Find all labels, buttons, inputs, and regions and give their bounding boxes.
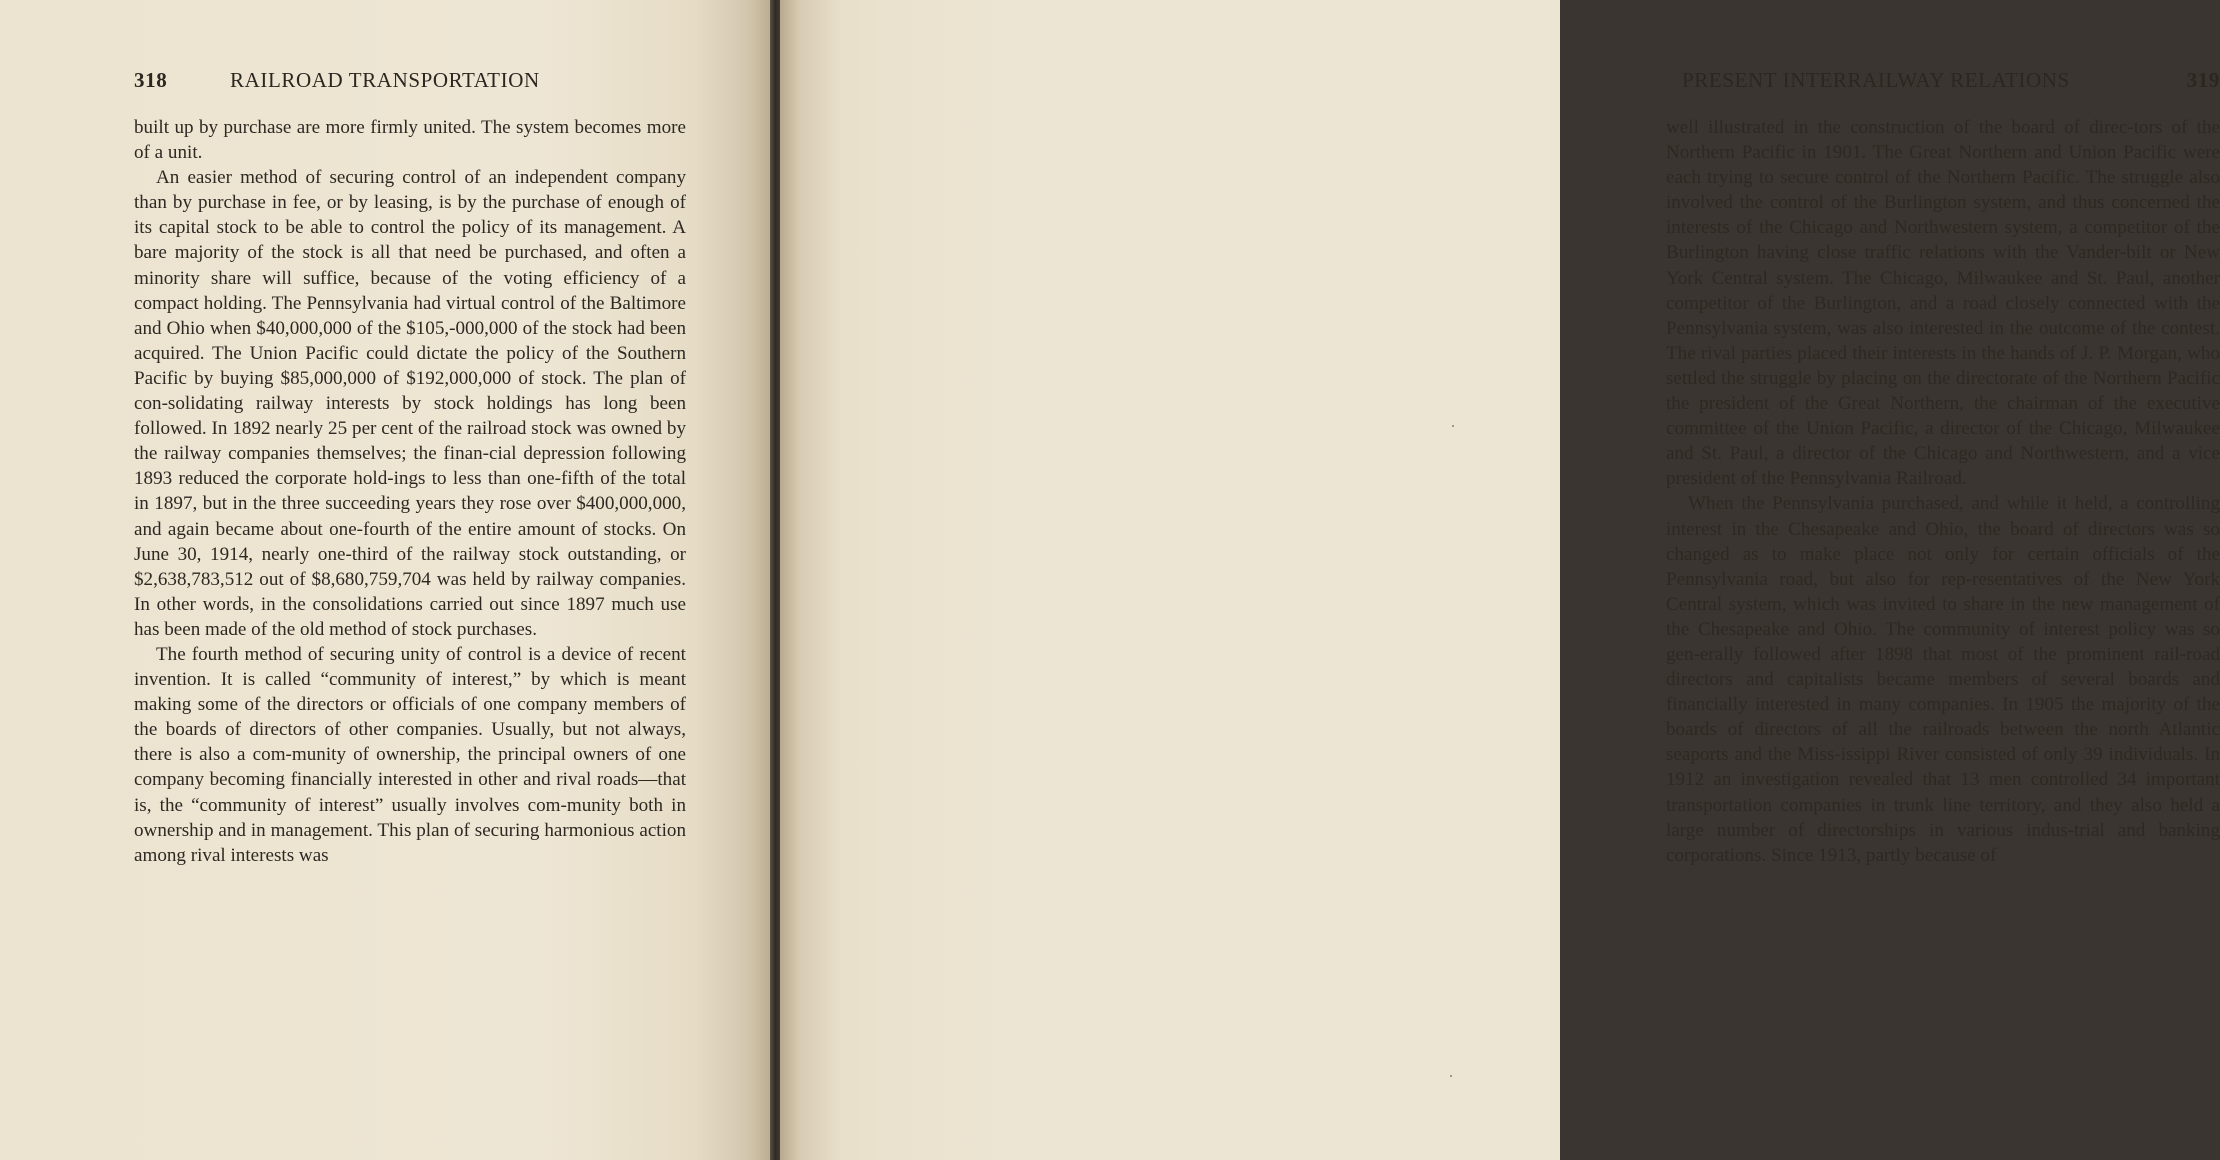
right-paragraph-1: well illustrated in the construction of the board of direc-tors of the Northern Pacific in 1901. The Great Northern and Union Pacific were each trying to secure control of the Northern Pacific. The struggle also involved the control of the Burlington system, and thus concerned the interests of the Chicago and Northwestern system, a competitor of the Burlington having close traffic relations with the Vander-bilt or New York Central system. The Chicago, Milwaukee and St. Paul, another competitor of the Burlington, and a road closely connected with the Pennsylvania system, was also interested in the outcome of the contest. The rival parties placed their interests in the hands of J. P. Morgan, who settled the struggle by placing on the directorate of the Northern Pacific the president of the Great Northern, the chairman of the executive committee of the Union Pacific, a director of the Chicago, Milwaukee and St. Paul, a director of the Chicago and Northwestern, and a vice president of the Pennsylvania Railroad. xyxy=(1666,117,2220,490)
right-paragraph-2: When the Pennsylvania purchased, and while it held, a controlling interest in the Chesapeake and Ohio, the board of directors was so changed as to make place not only for certain officials of the Pennsylvania road, but also for rep-resentatives of the New York Central system, which was invited to share in the new management of the Chesapeake and Ohio. The community of interest policy was so gen-erally followed after 1898 that most of the prominent rail-road directors and capitalists became members of several boards and financially interested in many companies. In 1905 the majority of the boards of directors of all the railroads between the north Atlantic seaports and the Miss-issippi River consisted of only 39 individuals. In 1912 an investigation revealed that 13 men controlled 34 important transportation companies in trunk line territory, and they also held a large number of directorships in various indus-trial and banking corporations. Since 1913, partly because of xyxy=(1666,493,2220,866)
left-page-number: 318 xyxy=(134,68,168,92)
right-running-head xyxy=(1666,68,2220,98)
right-page-number: 319 xyxy=(2186,68,2220,92)
paper-speck xyxy=(1452,425,1454,427)
right-body-text xyxy=(1666,115,2220,868)
left-running-head xyxy=(134,68,686,98)
right-page xyxy=(780,0,2220,1160)
left-page xyxy=(0,0,772,1160)
left-paragraph-1: built up by purchase are more firmly united. The system becomes more of a unit. xyxy=(134,117,686,164)
left-body-text xyxy=(134,115,686,868)
left-paragraph-3: The fourth method of securing unity of control is a device of recent invention. It is called “community of interest,” by which is meant making some of the directors or officials of one company members of the boards of directors of other companies. Usually, but not always, there is also a com-munity of ownership, the principal owners of one company becoming financially interested in other and rival roads—that is, the “community of interest” usually involves com-munity both in ownership and in management. This plan of securing harmonious action among rival interests was xyxy=(134,643,686,866)
left-running-title: RAILROAD TRANSPORTATION xyxy=(230,68,540,92)
paper-speck xyxy=(1450,1075,1452,1077)
left-paragraph-2: An easier method of securing control of an independent company than by purchase in fee, or by leasing, is by the purchase of enough of its capital stock to be able to control the policy of its management. A bare majority of the stock is all that need be purchased, and often a minority share will suffice, because of the voting efficiency of a compact holding. The Pennsylvania had virtual control of the Baltimore and Ohio when $40,000,000 of the $105,-000,000 of the stock had been acquired. The Union Pacific could dictate the policy of the Southern Pacific by buying $85,000,000 of $192,000,000 of stock. The plan of con-solidating railway interests by stock holdings has long been followed. In 1892 nearly 25 per cent of the railroad stock was owned by the railway companies themselves; the finan-cial depression following 1893 reduced the corporate hold-ings to less than one-fifth of the total in 1897, but in the three succeeding years they rose over $400,000,000, and again became about one-fourth of the entire amount of stocks. On June 30, 1914, nearly one-third of the railway stock outstanding, or $2,638,783,512 out of $8,680,759,704 was held by railway companies. In other words, in the consolidations carried out since 1897 much use has been made of the old method of stock purchases. xyxy=(134,167,686,640)
right-running-title: PRESENT INTERRAILWAY RELATIONS xyxy=(1682,68,2070,92)
